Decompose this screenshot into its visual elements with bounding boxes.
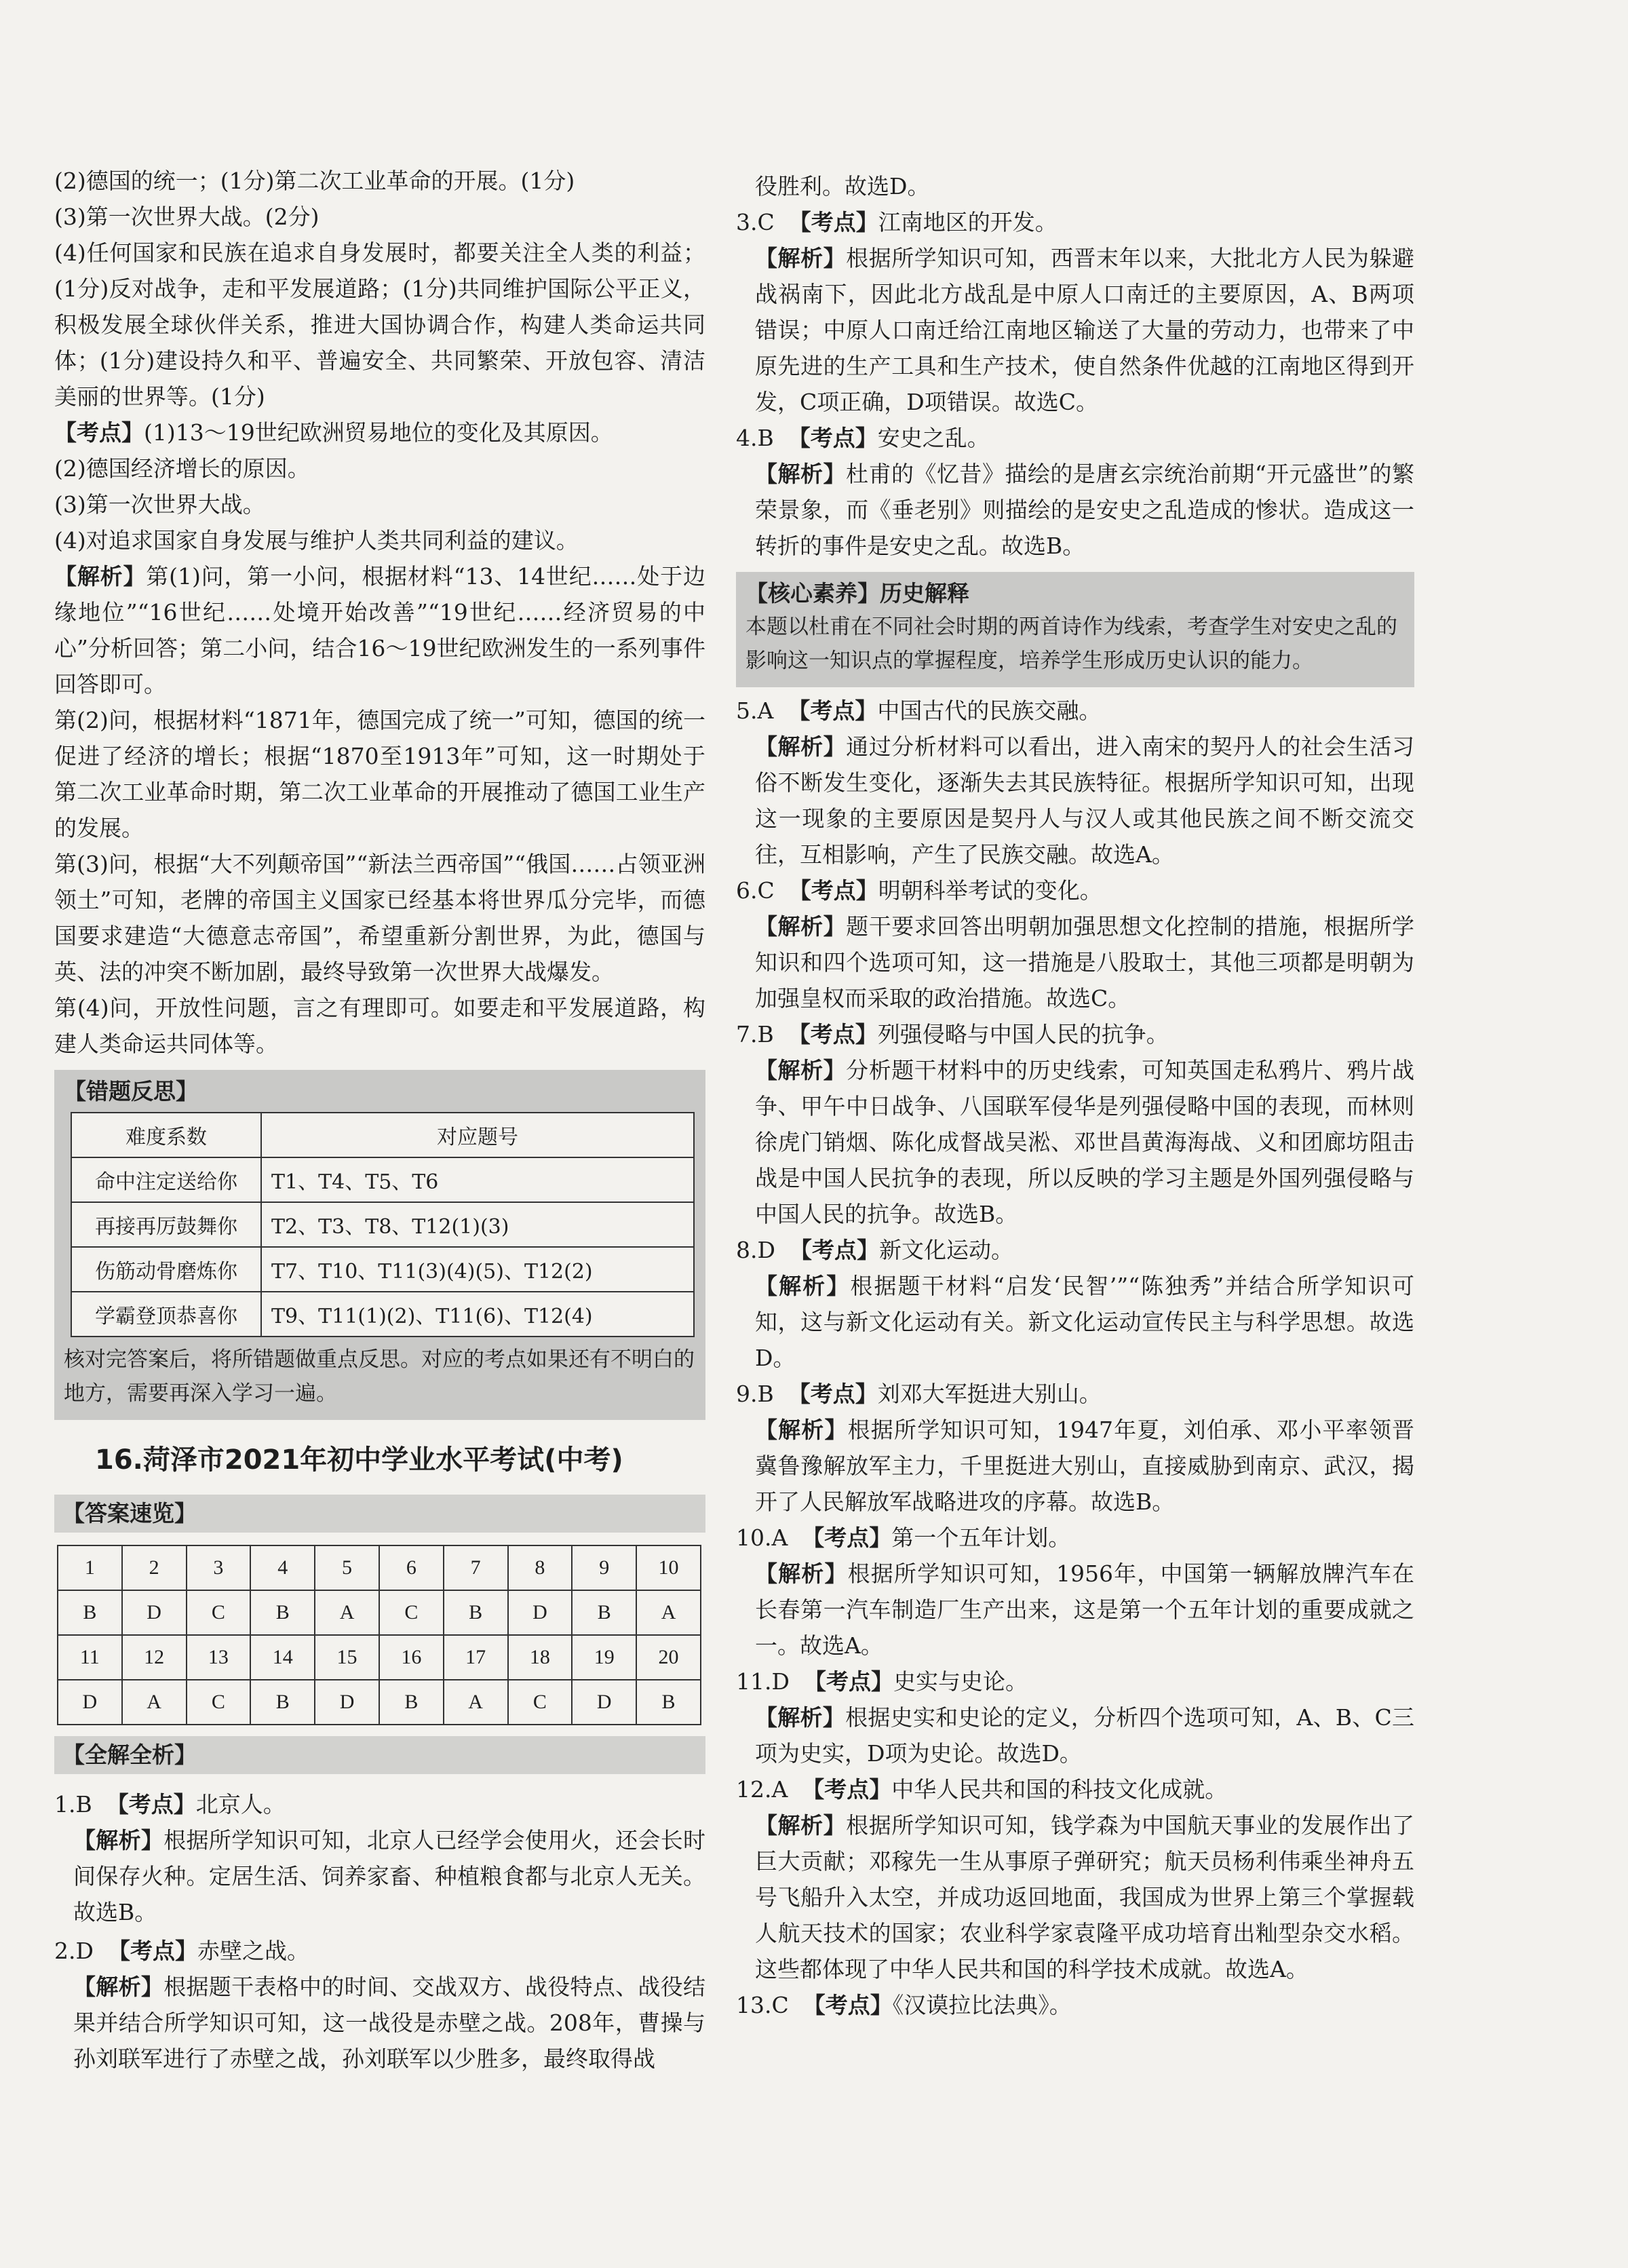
q6-jiexi-block (736, 908, 1414, 1016)
table-cell: 再接再厉鼓舞你 (71, 1202, 261, 1247)
table-cell: 学霸登顶恭喜你 (71, 1292, 261, 1337)
kaodian-tag: 【考点】 (802, 1524, 892, 1551)
q5-jiexi: 通过分析材料可以看出，进入南宋的契丹人的社会生活习俗不断发生变化，逐渐失去其民族特征。根据所学知识可知，出现这一现象的主要原因是契丹人与汉人或其他民族之间不断交流交往，互相影响，产生了民族交融。故选A。 (755, 733, 1415, 868)
kaodian-1: (1)13～19世纪欧洲贸易地位的变化及其原因。 (144, 419, 613, 446)
table-cell: B (58, 1590, 122, 1635)
kaodian-tag: 【考点】 (788, 209, 878, 235)
table-header: 难度系数 (71, 1113, 261, 1157)
table-cell: 11 (58, 1635, 122, 1680)
answer-line-2: (2)德国的统一；(1分)第二次工业革命的开展。(1分) (54, 168, 575, 194)
kaodian-tag: 【考点】 (54, 419, 144, 446)
q7-answer: 7.B (736, 1021, 774, 1047)
q4-answer: 4.B (736, 425, 774, 451)
jiexi-4: 第(4)问，开放性问题，言之有理即可。如要走和平发展道路，构建人类命运共同体等。 (54, 995, 705, 1057)
table-cell: 伤筋动骨磨炼你 (71, 1247, 261, 1292)
q5-kaodian: 中国古代的民族交融。 (877, 697, 1102, 724)
error-reflection-title: 【错题反思】 (64, 1078, 198, 1104)
q3-answer: 3.C (736, 209, 775, 235)
table-row (71, 1113, 694, 1157)
table-cell: T7、T10、T11(3)(4)(5)、T12(2) (261, 1247, 694, 1292)
q10-jiexi-block (736, 1556, 1414, 1664)
kaodian-tag: 【考点】 (802, 1992, 893, 2018)
q4-jiexi: 杜甫的《忆昔》描绘的是唐玄宗统治前期“开元盛世”的繁荣景象，而《垂老别》则描绘的是安史之乱造成的惨状。造成这一转折的事件是安史之乱。故选B。 (755, 461, 1414, 559)
table-cell: 19 (572, 1635, 636, 1680)
q5-answer: 5.A (736, 697, 774, 724)
kaodian-block (54, 415, 705, 450)
jiexi-tag: 【解析】 (755, 1417, 848, 1443)
q2-jiexi: 根据题干表格中的时间、交战双方、战役特点、战役结果并结合所学知识可知，这一战役是赤壁之战。208年，曹操与孙刘联军进行了赤壁之战，孙刘联军以少胜多，最终取得战 (73, 1974, 706, 2072)
jiexi-tag: 【解析】 (73, 1974, 164, 2000)
table-cell: A (122, 1680, 187, 1725)
kaodian-tag: 【考点】 (788, 697, 878, 724)
jiexi-tag: 【解析】 (755, 461, 846, 487)
core-literacy-title: 【核心素养】历史解释 (745, 580, 969, 607)
q2-jiexi-block (54, 1969, 705, 2077)
table-cell: 14 (250, 1635, 315, 1680)
table-row (71, 1157, 694, 1202)
q7-jiexi: 分析题干材料中的历史线索，可知英国走私鸦片、鸦片战争、甲午中日战争、八国联军侵华是列强侵略中国的表现，而林则徐虎门销烟、陈化成督战吴淞、邓世昌黄海海战、义和团廊坊阻击战是中国人民抗争的表现，所以反映的学习主题是外国列强侵略与中国人民的抗争。故选B。 (755, 1057, 1415, 1227)
q12-jiexi: 根据所学知识可知，钱学森为中国航天事业的发展作出了巨大贡献；邓稼先一生从事原子弹研究；航天员杨利伟乘坐神舟五号飞船升入太空，并成功返回地面，我国成为世界上第三个掌握载人航天技术的国家；农业科学家袁隆平成功培育出籼型杂交水稻。这些都体现了中华人民共和国的科学技术成就。故选A。 (755, 1812, 1415, 1982)
q11-kaodian: 史实与史论。 (893, 1668, 1028, 1695)
q3-head (736, 204, 1414, 240)
table-cell: 13 (187, 1635, 251, 1680)
table-cell: 15 (315, 1635, 379, 1680)
left-column (54, 163, 705, 2077)
q8-jiexi-block (736, 1268, 1414, 1376)
table-cell: B (379, 1680, 444, 1725)
table-cell: 20 (636, 1635, 701, 1680)
table-cell: 命中注定送给你 (71, 1157, 261, 1202)
q11-answer: 11.D (736, 1668, 790, 1695)
answers-band: 【答案速览】 (54, 1495, 705, 1533)
table-row (71, 1292, 694, 1337)
kaodian-tag: 【考点】 (803, 1668, 893, 1695)
table-cell: C (187, 1680, 251, 1725)
table-cell: B (572, 1590, 636, 1635)
table-cell: 17 (444, 1635, 508, 1680)
jiexi-1: 第(1)问，第一小问，根据材料“13、14世纪……处于边缘地位”“16世纪……处境开始改善”“19世纪……经济贸易的中心”分析回答；第二小问，结合16～19世纪欧洲发生的一系列事件回答即可。 (54, 563, 705, 697)
q1-kaodian: 北京人。 (195, 1791, 286, 1818)
error-reflection-table (71, 1112, 695, 1337)
table-cell: B (250, 1680, 315, 1725)
full-analysis-band: 【全解全析】 (54, 1736, 705, 1774)
q4-head (736, 420, 1414, 456)
jiexi-tag: 【解析】 (755, 1812, 847, 1839)
table-cell: C (379, 1590, 444, 1635)
q11-jiexi: 根据史实和史论的定义，分析四个选项可知，A、B、C三项为史实，D项为史论。故选D。 (755, 1704, 1414, 1767)
q10-head (736, 1520, 1414, 1556)
q10-jiexi: 根据所学知识可知，1956年，中国第一辆解放牌汽车在长春第一汽车制造厂生产出来，这是第一个五年计划的重要成就之一。故选A。 (755, 1560, 1415, 1659)
q8-jiexi: 根据题干材料“启发‘民智’”“陈独秀”并结合所学知识可知，这与新文化运动有关。新文化运动宣传民主与科学思想。故选D。 (755, 1273, 1415, 1371)
kaodian-2: (2)德国经济增长的原因。 (54, 455, 310, 482)
q1-jiexi-block (54, 1822, 705, 1930)
jiexi-tag: 【解析】 (73, 1827, 164, 1853)
q1-answer: 1.B (54, 1791, 92, 1818)
table-cell: D (508, 1590, 573, 1635)
table-header: 对应题号 (261, 1113, 694, 1157)
q9-kaodian: 刘邓大军挺进大别山。 (877, 1381, 1102, 1407)
jiexi-tag: 【解析】 (755, 1057, 847, 1083)
table-cell: 9 (572, 1545, 636, 1590)
q8-kaodian: 新文化运动。 (878, 1237, 1013, 1263)
table-cell: 5 (315, 1545, 379, 1590)
q7-head (736, 1016, 1414, 1052)
q9-jiexi: 根据所学知识可知，1947年夏，刘伯承、邓小平率领晋冀鲁豫解放军主力，千里挺进大别山，直接威胁到南京、武汉，揭开了人民解放军战略进攻的序幕。故选B。 (755, 1417, 1415, 1515)
q9-head (736, 1376, 1414, 1412)
answer-line-3: (3)第一次世界大战。(2分) (54, 204, 319, 230)
q1-jiexi: 根据所学知识可知，北京人已经学会使用火，还会长时间保存火种。定居生活、饲养家畜、种植粮食都与北京人无关。故选B。 (73, 1827, 706, 1925)
core-literacy-box (736, 572, 1414, 687)
table-row (58, 1590, 701, 1635)
q6-kaodian: 明朝科举考试的变化。 (878, 877, 1102, 904)
q6-jiexi: 题干要求回答出明朝加强思想文化控制的措施，根据所学知识和四个选项可知，这一措施是八股取士，其他三项都是明朝为加强皇权而采取的政治措施。故选C。 (755, 913, 1415, 1012)
q10-kaodian: 第一个五年计划。 (891, 1524, 1071, 1551)
kaodian-tag: 【考点】 (802, 1776, 892, 1803)
q7-jiexi-block (736, 1052, 1414, 1232)
table-cell: T9、T11(1)(2)、T11(6)、T12(4) (261, 1292, 694, 1337)
table-cell: A (444, 1680, 508, 1725)
q8-head (736, 1232, 1414, 1268)
q10-answer: 10.A (736, 1524, 788, 1551)
kaodian-4: (4)对追求国家自身发展与维护人类共同利益的建议。 (54, 527, 579, 554)
q12-answer: 12.A (736, 1776, 788, 1803)
table-cell: 8 (508, 1545, 573, 1590)
kaodian-tag: 【考点】 (788, 1381, 878, 1407)
table-cell: 10 (636, 1545, 701, 1590)
kaodian-3: (3)第一次世界大战。 (54, 491, 265, 518)
q2-kaodian: 赤壁之战。 (197, 1938, 309, 1964)
table-cell: D (315, 1680, 379, 1725)
table-cell: A (636, 1590, 701, 1635)
jiexi-tag: 【解析】 (755, 733, 847, 760)
jiexi-block (54, 558, 705, 702)
jiexi-tag: 【解析】 (755, 1273, 851, 1299)
table-cell: 16 (379, 1635, 444, 1680)
q7-kaodian: 列强侵略与中国人民的抗争。 (877, 1021, 1169, 1047)
jiexi-2: 第(2)问，根据材料“1871年，德国完成了统一”可知，德国的统一促进了经济的增长；根据“1870至1913年”可知，这一时期处于第二次工业革命时期，第二次工业革命的开展推动了德国工业生产的发展。 (54, 707, 705, 841)
q8-answer: 8.D (736, 1237, 775, 1263)
q4-jiexi-block (736, 456, 1414, 564)
error-reflection-note: 核对完答案后，将所错题做重点反思。对应的考点如果还有不明白的地方，需要再深入学习一遍。 (64, 1347, 695, 1406)
table-cell: T1、T4、T5、T6 (261, 1157, 694, 1202)
table-cell: 4 (250, 1545, 315, 1590)
table-row (58, 1545, 701, 1590)
q3-kaodian: 江南地区的开发。 (878, 209, 1058, 235)
kaodian-tag: 【考点】 (788, 877, 878, 904)
q9-answer: 9.B (736, 1381, 774, 1407)
q11-jiexi-block (736, 1699, 1414, 1771)
jiexi-tag: 【解析】 (755, 245, 847, 271)
q13-head (736, 1987, 1414, 2023)
kaodian-tag: 【考点】 (788, 425, 878, 451)
jiexi-tag: 【解析】 (755, 1704, 846, 1731)
jiexi-tag: 【解析】 (755, 1560, 848, 1587)
table-cell: T2、T3、T8、T12(1)(3) (261, 1202, 694, 1247)
table-cell: C (508, 1680, 573, 1725)
q4-kaodian: 安史之乱。 (877, 425, 990, 451)
table-cell: B (250, 1590, 315, 1635)
table-cell: 7 (444, 1545, 508, 1590)
answer-line-4: (4)任何国家和民族在追求自身发展时，都要关注全人类的利益；(1分)反对战争，走和平发展道路；(1分)共同维护国际公平正义，积极发展全球伙伴关系，推进大国协调合作，构建人类命运共同体；(1分)建设持久和平、普遍安全、共同繁荣、开放包容、清洁美丽的世界等。(1分) (54, 239, 705, 410)
jiexi-tag: 【解析】 (54, 563, 147, 590)
section-title: 16.菏泽市2021年初中学业水平考试(中考) (95, 1444, 623, 1476)
q6-answer: 6.C (736, 877, 775, 904)
table-row (58, 1680, 701, 1725)
table-row (71, 1202, 694, 1247)
jiexi-3: 第(3)问，根据“大不列颠帝国”“新法兰西帝国”“俄国……占领亚洲领土”可知，老牌的帝国主义国家已经基本将世界瓜分完毕，而德国要求建造“大德意志帝国”，希望重新分割世界，为此，德国与英、法的冲突不断加剧，最终导致第一次世界大战爆发。 (54, 851, 705, 985)
q12-jiexi-block (736, 1807, 1414, 1987)
answer-table (57, 1545, 701, 1725)
q13-kaodian: 《汉谟拉比法典》。 (892, 1992, 1072, 2018)
q11-head (736, 1664, 1414, 1699)
kaodian-tag: 【考点】 (788, 1021, 878, 1047)
q2-continued: 役胜利。故选D。 (755, 173, 930, 199)
q2-head (54, 1933, 705, 1969)
table-cell: 6 (379, 1545, 444, 1590)
table-cell: 2 (122, 1545, 187, 1590)
table-cell: B (636, 1680, 701, 1725)
q1-head (54, 1786, 705, 1822)
q6-head (736, 872, 1414, 908)
q3-jiexi: 根据所学知识可知，西晋末年以来，大批北方人民为躲避战祸南下，因此北方战乱是中原人口南迁的主要原因，A、B两项错误；中原人口南迁给江南地区输送了大量的劳动力，也带来了中原先进的生产工具和生产技术，使自然条件优越的江南地区得到开发，C项正确，D项错误。故选C。 (755, 245, 1415, 415)
table-cell: 3 (187, 1545, 251, 1590)
table-cell: 18 (508, 1635, 573, 1680)
table-row (71, 1247, 694, 1292)
table-cell: D (572, 1680, 636, 1725)
q12-head (736, 1771, 1414, 1807)
table-cell: A (315, 1590, 379, 1635)
error-reflection-box (54, 1070, 705, 1420)
table-row (58, 1635, 701, 1680)
table-cell: B (444, 1590, 508, 1635)
table-cell: C (187, 1590, 251, 1635)
q13-answer: 13.C (736, 1992, 789, 2018)
right-column (736, 168, 1414, 2023)
kaodian-tag: 【考点】 (106, 1791, 196, 1818)
kaodian-tag: 【考点】 (107, 1938, 197, 1964)
q5-head (736, 693, 1414, 729)
kaodian-tag: 【考点】 (789, 1237, 879, 1263)
q5-jiexi-block (736, 729, 1414, 872)
q12-kaodian: 中华人民共和国的科技文化成就。 (891, 1776, 1228, 1803)
table-cell: D (122, 1590, 187, 1635)
table-cell: D (58, 1680, 122, 1725)
core-literacy-body: 本题以杜甫在不同社会时期的两首诗作为线索，考查学生对安史之乱的影响这一知识点的掌握程度，培养学生形成历史认识的能力。 (745, 615, 1397, 673)
table-cell: 12 (122, 1635, 187, 1680)
q3-jiexi-block (736, 240, 1414, 420)
q9-jiexi-block (736, 1412, 1414, 1520)
jiexi-tag: 【解析】 (755, 913, 847, 940)
q2-answer: 2.D (54, 1938, 94, 1964)
table-cell: 1 (58, 1545, 122, 1590)
